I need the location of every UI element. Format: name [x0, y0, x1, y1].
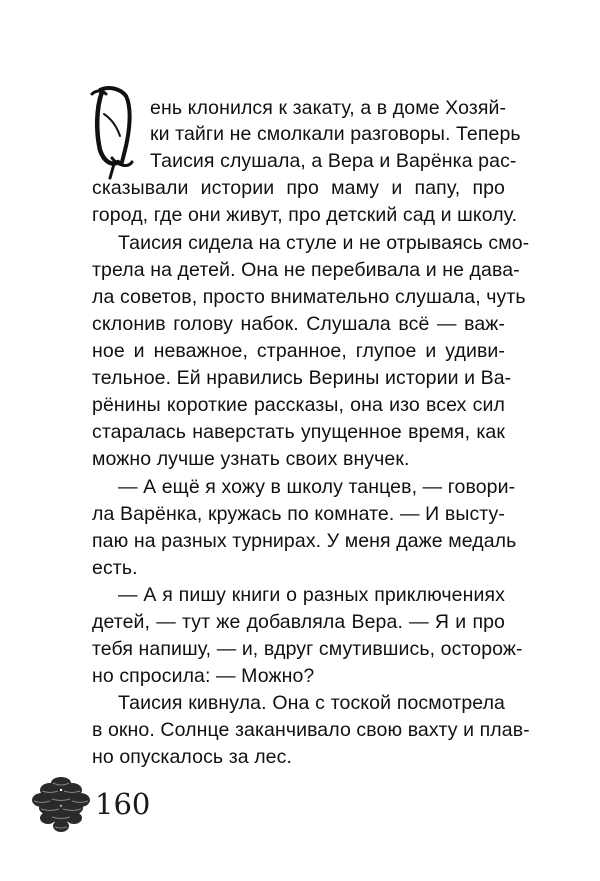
text-line: но опускалось за лес.: [92, 746, 292, 768]
text-line: тебя напишу, — и, вдруг смутившись, осторож-: [92, 638, 523, 660]
text-line: можно лучше узнать своих внучек.: [92, 448, 410, 470]
text-line: но спросила: — Можно?: [92, 665, 315, 687]
text-line: ла советов, просто внимательно слушала, чуть: [92, 286, 526, 308]
text-line: Таисия слушала, а Вера и Варёнка рас-: [150, 150, 517, 172]
text-line: — А я пишу книги о разных приключениях: [118, 584, 505, 606]
text-line: детей, — тут же добавляла Вера. — Я и про: [92, 611, 505, 633]
text-line: трела на детей. Она не перебивала и не дава-: [92, 259, 520, 281]
text-line: город, где они живут, про детский сад и школу.: [92, 204, 518, 226]
text-line: тельное. Ей нравились Верины истории и Ва-: [92, 367, 512, 389]
text-line: ки тайги не смолкали разговоры. Теперь: [150, 123, 521, 145]
pine-cone-icon: [30, 773, 92, 835]
text-line: Таисия сидела на стуле и не отрываясь смо-: [118, 232, 530, 254]
text-line: рёнины короткие рассказы, она изо всех сил: [92, 394, 505, 416]
text-line: ень клонился к закату, а в доме Хозяй-: [150, 97, 507, 119]
text-line: — А ещё я хожу в школу танцев, — говори-: [118, 476, 516, 498]
text-line: старалась наверстать упущенное время, как: [92, 421, 505, 443]
text-line: ла Варёнка, кружась по комнате. — И высту-: [92, 503, 505, 525]
text-line: есть.: [92, 557, 138, 579]
text-line: сказывали истории про маму и папу, про: [92, 177, 505, 199]
text-line: паю на разных турнирах. У меня даже медаль: [92, 530, 517, 552]
page-number: 160: [95, 787, 151, 821]
text-line: ное и неважное, странное, глупое и удиви-: [92, 340, 505, 362]
text-line: в окно. Солнце заканчивало свою вахту и плав-: [92, 719, 530, 741]
text-line: склонив голову набок. Слушала всё — важ-: [92, 313, 505, 335]
text-line: Таисия кивнула. Она с тоской посмотрела: [118, 692, 505, 714]
drop-cap-letter: [86, 84, 136, 184]
